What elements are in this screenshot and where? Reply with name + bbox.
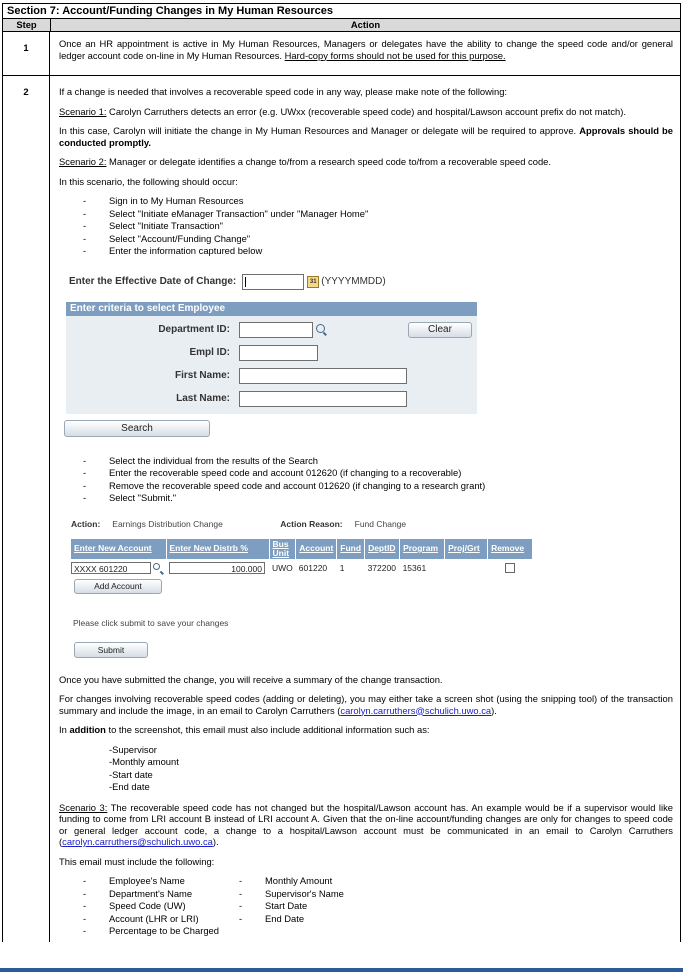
account-cell: 601220 xyxy=(298,562,328,573)
scenario-3: Scenario 3: The recoverable speed code has not changed but the hospital/Lawson account has. An example would be if a supervisor would like funding to come from LRI account B instead of LRI account A. Given that the on-line account/funding changes are only for changes to speed code or general ledger account code, a change to a hospital/Lawson account must be communicated in an email to Carolyn Carruthers (carolyn.carruthers@schulich.uwo.ca). xyxy=(59,801,673,847)
add-account-button[interactable]: Add Account xyxy=(74,579,162,594)
list-item: -Supervisor xyxy=(109,743,157,755)
deptid-cell: 372200 xyxy=(367,562,396,573)
date-format-hint: (YYYYMMDD) xyxy=(321,276,386,287)
include-list-left xyxy=(59,875,239,938)
include-lists xyxy=(59,875,673,938)
action-row xyxy=(71,519,673,529)
list-item: - Remove the recoverable speed code and account 012620 (if changing to a research grant) xyxy=(83,480,673,493)
search-icon[interactable] xyxy=(153,563,160,570)
screenshot-text: For changes involving recoverable speed codes (adding or deleting), you may either take a screen shot (using the snipping tool) of the transaction summary and include the image, in an email to Carolyn Carruthers (carolyn.carruthers@schulich.uwo.ca). xyxy=(59,693,673,716)
criteria-panel xyxy=(66,302,477,414)
search-button[interactable]: Search xyxy=(64,420,210,437)
list-item: - Speed Code (UW) xyxy=(83,900,239,913)
new-distrb-input[interactable]: 100.000 xyxy=(169,562,265,574)
list-item: - Percentage to be Charged xyxy=(83,925,239,938)
effective-date-row xyxy=(69,272,673,292)
last-name-label: Last Name: xyxy=(176,392,230,404)
grid-header[interactable]: Program xyxy=(400,539,445,559)
info-list xyxy=(109,744,673,794)
grid-header[interactable]: Fund xyxy=(337,539,365,559)
table-row xyxy=(71,559,533,577)
list-item: - Enter the recoverable speed code and account 012620 (if changing to a recoverable) xyxy=(83,467,673,480)
effective-date-label: Enter the Effective Date of Change: xyxy=(69,276,237,287)
list-item: - Account (LHR or LRI) xyxy=(83,913,239,926)
steps-list-b xyxy=(59,455,673,505)
step-number: 2 xyxy=(3,76,50,942)
bus-unit-cell: UWO xyxy=(272,562,293,573)
email-link[interactable]: carolyn.carruthers@schulich.uwo.ca xyxy=(62,836,213,847)
search-icon[interactable] xyxy=(316,324,325,333)
department-id-input[interactable] xyxy=(239,322,313,338)
scenario-1: Scenario 1: Carolyn Carruthers detects an error (e.g. UWxx (recoverable speed code) and hospital/Lawson account prefix do not match). xyxy=(59,105,626,117)
grid-header-row xyxy=(71,539,533,559)
calendar-icon[interactable]: 31 xyxy=(307,276,319,288)
list-item: - Enter the information captured below xyxy=(83,245,673,258)
grid-header[interactable]: Bus Unit xyxy=(269,539,296,559)
list-item: - Sign in to My Human Resources xyxy=(83,195,673,208)
first-name-input[interactable] xyxy=(239,368,407,384)
grid-header[interactable]: Enter New Account xyxy=(71,539,166,559)
after-submit-text: Once you have submitted the change, you will receive a summary of the change transaction. xyxy=(59,673,443,685)
list-item: - Monthly Amount xyxy=(239,875,344,888)
intro-text: If a change is needed that involves a recoverable speed code in any way, please make note of the following: xyxy=(59,86,508,97)
steps-list-a xyxy=(59,195,673,258)
list-item: - Select "Submit." xyxy=(83,492,673,505)
step-header: Step xyxy=(3,19,51,31)
section-title: Section 7: Account/Funding Changes in My Human Resources xyxy=(3,4,680,19)
list-item: - Select "Initiate eManager Transaction" under "Manager Home" xyxy=(83,208,673,221)
program-cell: 15361 xyxy=(402,562,427,573)
list-item: - End Date xyxy=(239,913,344,926)
reason-label: Action Reason: xyxy=(280,518,343,529)
action-value: Earnings Distribution Change xyxy=(112,518,223,529)
list-item: - Supervisor's Name xyxy=(239,888,344,901)
must-include-text: This email must include the following: xyxy=(59,855,215,867)
list-item: - Start Date xyxy=(239,900,344,913)
step-number: 1 xyxy=(3,32,50,75)
scenario-1-follow: In this case, Carolyn will initiate the change in My Human Resources and Manager or delegate will be required to approve. Approvals should be conducted promptly. xyxy=(59,125,673,148)
email-link[interactable]: carolyn.carruthers@schulich.uwo.ca xyxy=(340,704,492,716)
empl-id-label: Empl ID: xyxy=(189,346,230,358)
remove-checkbox[interactable] xyxy=(505,563,515,573)
action-label: Action: xyxy=(71,518,101,529)
last-name-input[interactable] xyxy=(239,391,407,407)
grid-header[interactable]: DeptID xyxy=(365,539,400,559)
criteria-title: Enter criteria to select Employee xyxy=(66,302,477,316)
document-table xyxy=(2,3,681,942)
list-item: - Select "Initiate Transaction" xyxy=(83,220,673,233)
include-list-right xyxy=(239,875,344,938)
new-account-input[interactable]: XXXX 601220 xyxy=(71,562,151,574)
table-header xyxy=(3,19,680,32)
clear-button[interactable]: Clear xyxy=(408,322,472,338)
department-id-label: Department ID: xyxy=(158,323,230,335)
list-item: -End date xyxy=(109,781,150,792)
list-item: - Select the individual from the results of the Search xyxy=(83,455,673,468)
submit-button[interactable]: Submit xyxy=(74,642,148,658)
submit-note: Please click submit to save your changes xyxy=(73,617,229,628)
list-item: - Department's Name xyxy=(83,888,239,901)
fund-cell: 1 xyxy=(339,562,345,573)
distribution-grid xyxy=(71,539,533,577)
scenario-2: Scenario 2: Manager or delegate identifies a change to/from a research speed code to/from a recoverable speed code. xyxy=(59,156,551,167)
list-item: -Start date xyxy=(109,768,153,780)
list-item: - Employee's Name xyxy=(83,875,239,888)
bottom-bar xyxy=(0,968,683,972)
grid-header[interactable]: Proj/Grt xyxy=(445,539,488,559)
first-name-label: First Name: xyxy=(174,369,230,381)
addition-text: In addition to the screenshot, this email must also include additional information such as: xyxy=(59,724,430,735)
list-item: - Select "Account/Funding Change" xyxy=(83,233,673,246)
scenario-2-follow: In this scenario, the following should occur: xyxy=(59,175,238,187)
table-row-1 xyxy=(3,32,680,76)
grid-header[interactable]: Remove xyxy=(488,539,533,559)
grid-header[interactable]: Account xyxy=(296,539,337,559)
table-row-2 xyxy=(3,76,680,942)
empl-id-input[interactable] xyxy=(239,345,318,361)
row1-text: Once an HR appointment is active in My Human Resources, Managers or delegates have the ability to change the speed code and/or general ledger account code on-line in My Human Resources. Hard-copy forms should not be used for this purpose. xyxy=(59,38,673,61)
grid-header[interactable]: Enter New Distrb % xyxy=(166,539,269,559)
reason-value: Fund Change xyxy=(354,518,407,529)
effective-date-input[interactable] xyxy=(242,274,304,290)
list-item: -Monthly amount xyxy=(109,756,179,767)
proj-cell xyxy=(445,559,488,577)
action-header: Action xyxy=(350,19,381,30)
